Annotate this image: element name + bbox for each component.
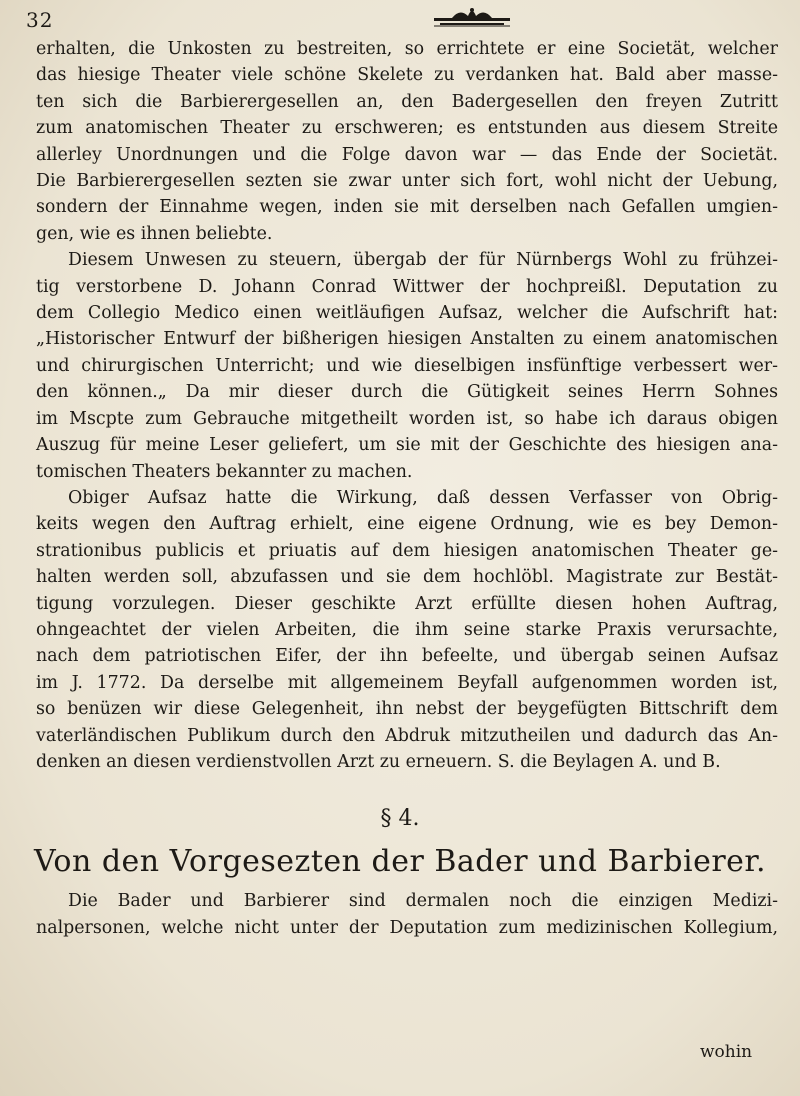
text-line: Obiger Aufsaz hatte die Wirkung, daß dessen Verfasser von Obrig- [68,487,778,508]
text-line: Diesem Unwesen zu steuern, übergab der für Nürnbergs Wohl zu frühzei- [68,250,778,271]
text-line: ohngeachtet der vielen Arbeiten, die ihm seine starke Praxis verursachte, [36,619,778,640]
paragraph-3-cont [36,511,778,775]
text-line: „Historischer Entwurf der bißherigen hiesigen Anstalten zu einem anatomischen [36,329,778,350]
text-line: im J. 1772. Da derselbe mit allgemeinem Beyfall aufgenommen worden ist, [36,672,778,693]
text-line: strationibus publicis et priuatis auf dem hiesigen anatomischen Theater ge- [36,540,778,561]
text-line: vaterländischen Publikum durch den Abdruk mitzutheilen und dadurch das An- [36,725,778,746]
paragraph-3 [36,485,778,511]
text-line: nach dem patriotischen Eifer, der ihn befeelte, und übergab seinen Aufsaz [36,646,778,667]
text-line: denken an diesen verdienstvollen Arzt zu erneuern. S. die Beylagen A. und B. [36,751,721,772]
text-line: erhalten, die Unkosten zu bestreiten, so errichtete er eine Societät, welcher [36,39,778,59]
paragraph-1 [36,36,778,247]
text-line: zum anatomischen Theater zu erschweren; es entstunden aus diesem Streite [36,118,778,139]
text-line: im Mscpte zum Gebrauche mitgetheilt worden ist, so habe ich daraus obigen [36,408,778,429]
section-title: Von den Vorgesezten der Bader und Barbierer. [33,844,767,879]
text-line: und chirurgischen Unterricht; und wie dieselbigen insfünftige verbessert wer- [36,355,778,376]
text-line: das hiesige Theater viele schöne Skelete zu verdanken hat. Bald aber masse- [36,65,778,86]
text-line: Die Barbierergesellen sezten sie zwar unter sich fort, wohl nicht der Uebung, [36,171,778,192]
text-line: keits wegen den Auftrag erhielt, eine eigene Ordnung, wie es bey Demon- [36,514,778,535]
text-line: den können.„ Da mir dieser durch die Gütigkeit seines Herrn Sohnes [36,382,778,403]
text-line: Die Bader und Barbierer sind dermalen noch die einzigen Medizi- [68,891,778,911]
text-line: tig verstorbene D. Johann Conrad Wittwer der hochpreißl. Deputation zu [36,276,778,297]
text-line: gen, wie es ihnen beliebte. [36,223,273,244]
page-number: 32 [26,8,54,32]
text-line: so benüzen wir diese Gelegenheit, ihn nebst der beygefügten Bittschrift dem [36,699,778,720]
header-ornament-icon [430,4,514,30]
text-line: tigung vorzulegen. Dieser geschikte Arzt erfüllte diesen hohen Auftrag, [36,593,778,614]
text-line: dem Collegio Medico einen weitläufigen Aufsaz, welcher die Aufschrift hat: [36,303,778,324]
section-number: § 4. [380,806,420,831]
text-line: halten werden soll, abzufassen und sie dem hochlöbl. Magistrate zur Bestät- [36,567,778,588]
text-line: Auszug für meine Leser geliefert, um sie mit der Geschichte des hiesigen ana- [36,435,778,456]
catchword: wohin [700,1042,753,1062]
text-line: nalpersonen, welche nicht unter der Deputation zum medizinischen Kollegium, [36,918,778,938]
text-line: allerley Unordnungen und die Folge davon war — das Ende der Societät. [36,144,778,165]
paragraph-2 [36,247,778,273]
main-text [36,36,778,775]
text-line: ten sich die Barbierergesellen an, den Badergesellen den freyen Zutritt [36,91,778,112]
section-text [36,888,778,942]
text-line: tomischen Theaters bekannter zu machen. [36,461,413,482]
paragraph-2-cont [36,274,778,485]
text-line: sondern der Einnahme wegen, inden sie mit derselben nach Gefallen umgien- [36,197,778,218]
